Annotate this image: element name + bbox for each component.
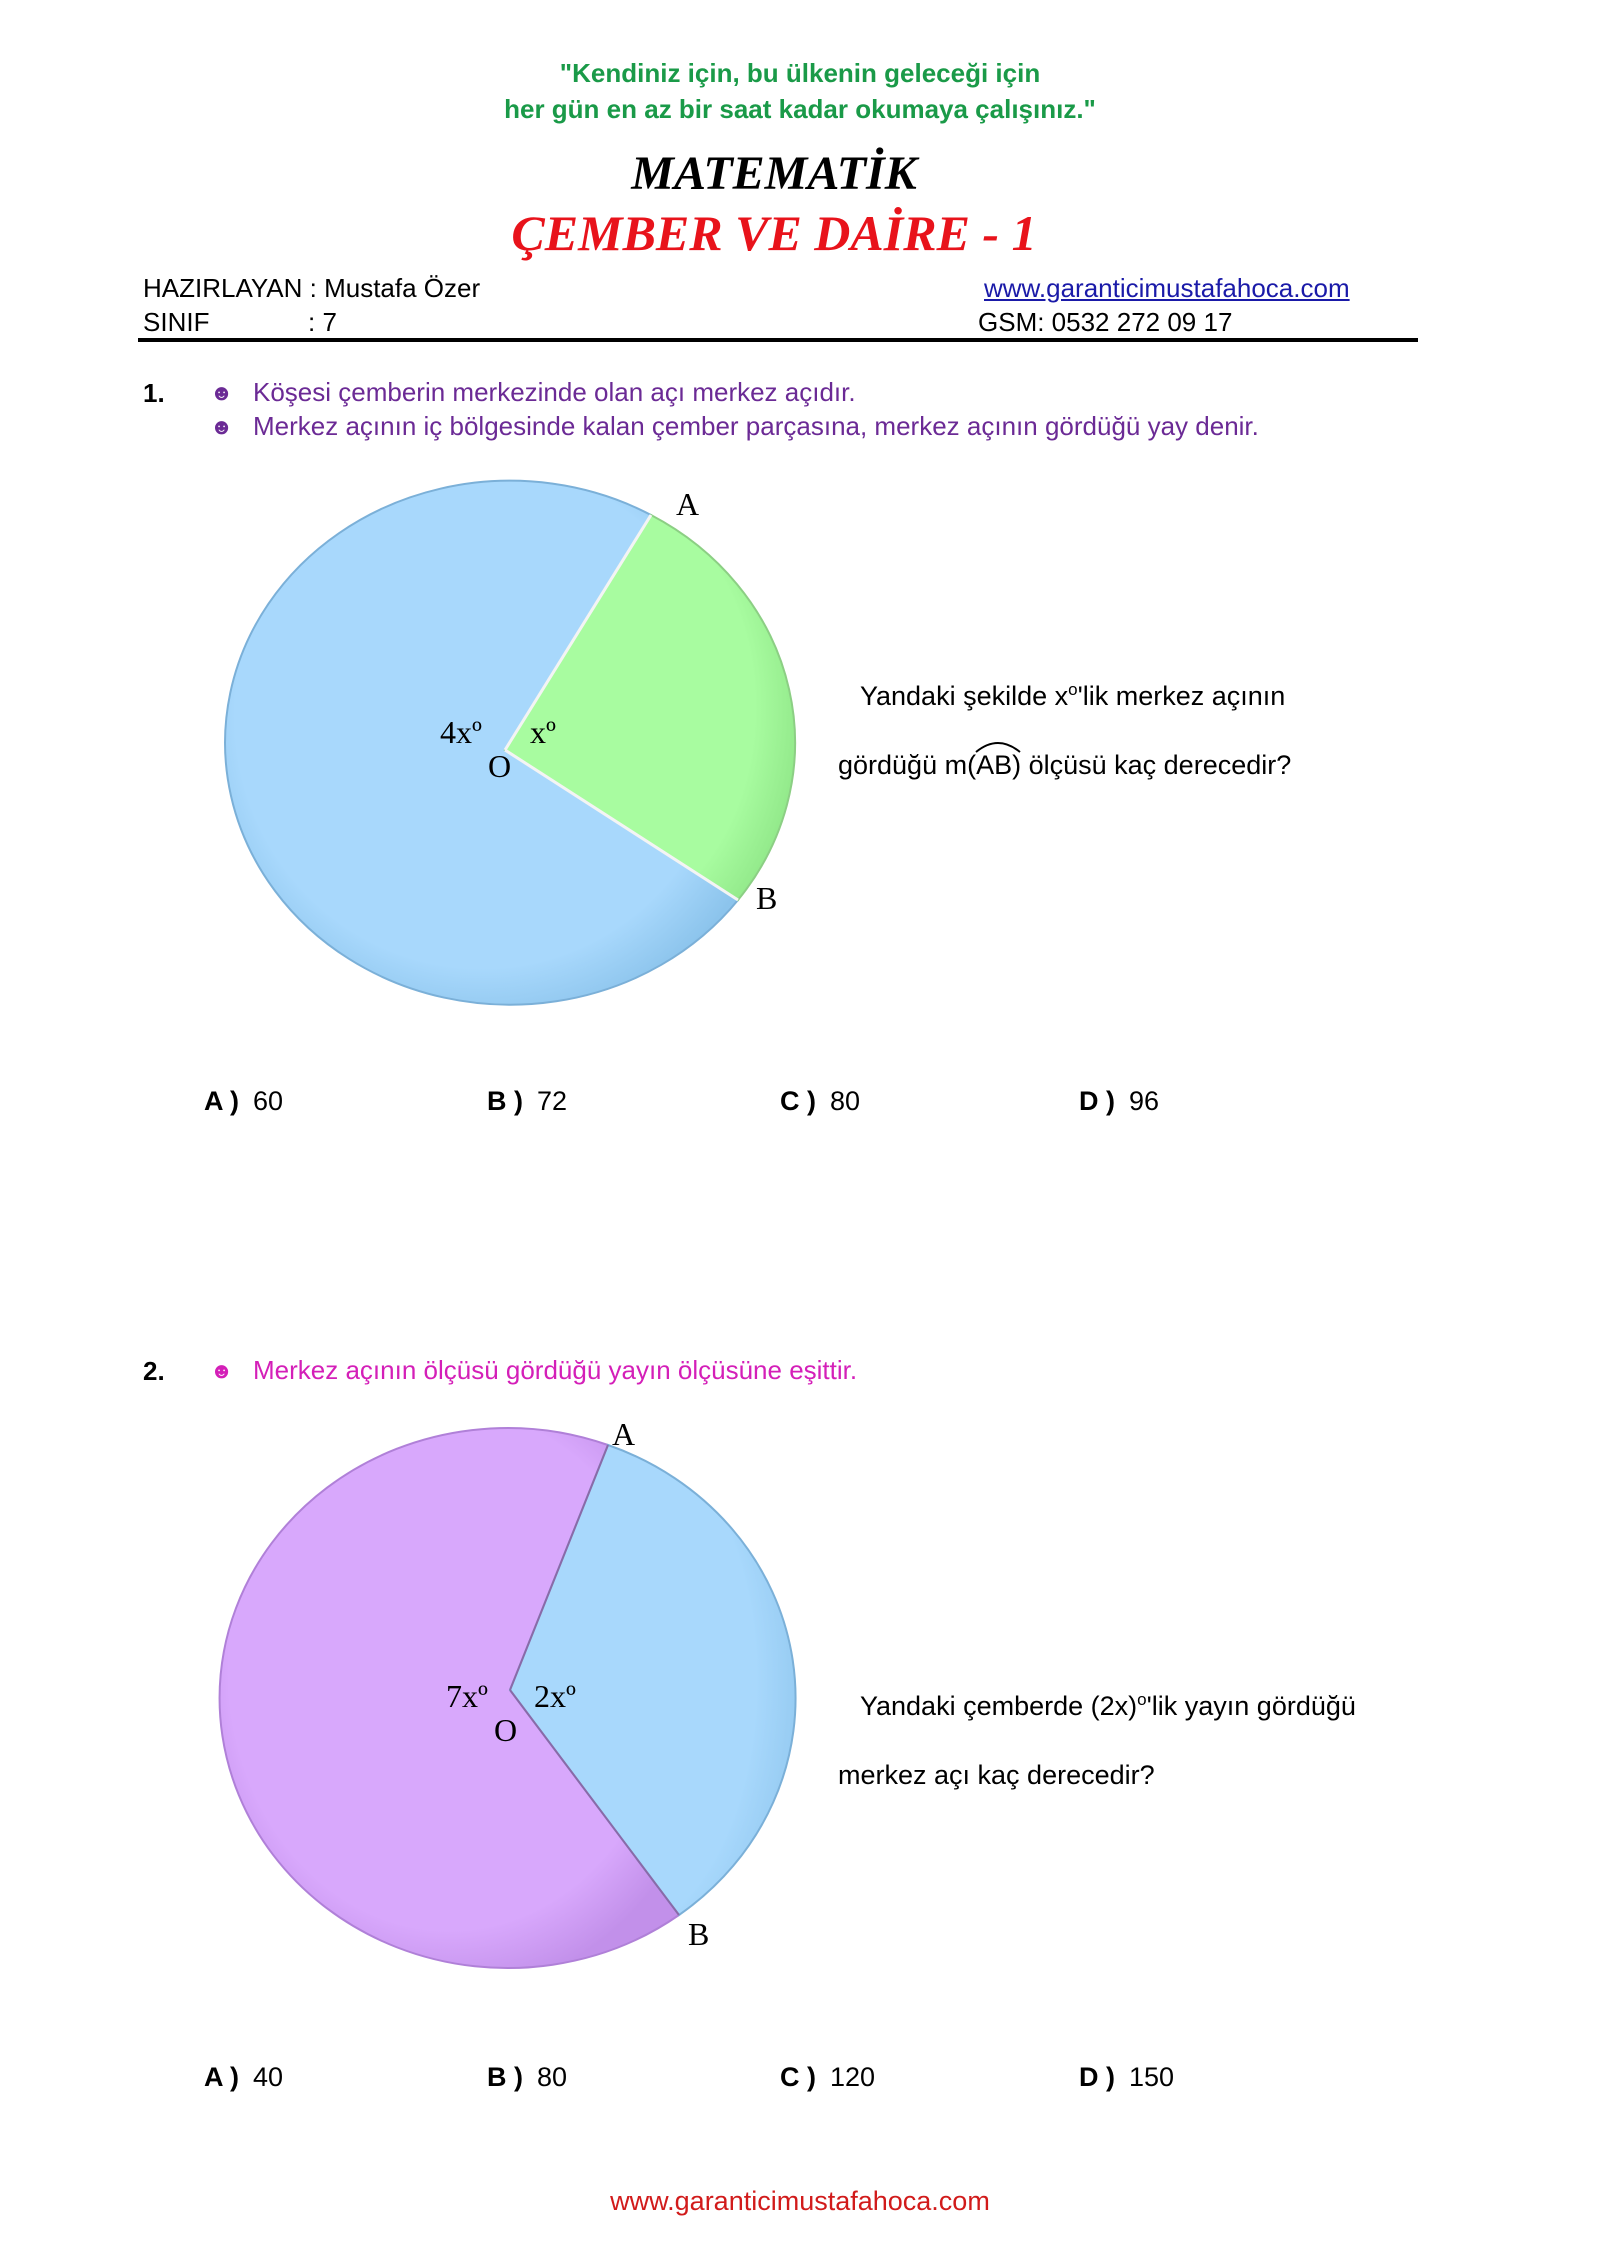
q2-option-a[interactable] [204, 2062, 283, 2093]
option-value: 80 [830, 1086, 861, 1116]
smiley-bullet-icon: ☻ [210, 1358, 234, 1383]
angle-small-label: xº [530, 714, 556, 750]
q1-text-part-a: Yandaki şekilde x [860, 681, 1069, 711]
point-a-label: A [612, 1416, 636, 1452]
motto-line-1: "Kendiniz için, bu ülkenin geleceği için [559, 58, 1041, 88]
arc-symbol-icon [974, 738, 1022, 754]
option-letter: A ) [204, 2062, 239, 2092]
option-value: 60 [253, 1086, 284, 1116]
option-value: 40 [253, 2062, 284, 2092]
q2-option-c[interactable] [780, 2062, 875, 2093]
question-2-number: 2. [143, 1356, 165, 1386]
author-label: HAZIRLAYAN : Mustafa Özer [143, 273, 481, 303]
q1-text2-part-a: gördüğü m( [838, 750, 977, 780]
option-letter: B ) [487, 2062, 523, 2092]
question-1-note-1: Köşesi çemberin merkezinde olan açı merkez açıdır. [253, 377, 856, 407]
topic-title: ÇEMBER VE DAİRE - 1 [511, 205, 1037, 261]
subject-title: MATEMATİK [631, 147, 917, 200]
option-value: 96 [1129, 1086, 1160, 1116]
header-divider [138, 338, 1418, 342]
arc-ab-label: AB [976, 750, 1013, 780]
q1-text2-part-b: ) ölçüsü kaç derecedir? [1012, 750, 1292, 780]
option-letter: B ) [487, 1086, 523, 1116]
center-o-label: O [488, 748, 512, 784]
q2-option-b[interactable] [487, 2062, 567, 2093]
point-a-label: A [676, 486, 700, 522]
option-letter: A ) [204, 1086, 239, 1116]
degree-superscript: o [1068, 680, 1078, 699]
q1-option-a[interactable] [204, 1086, 283, 1117]
option-letter: C ) [780, 1086, 816, 1116]
option-value: 120 [830, 2062, 876, 2092]
q2-text-part-b: 'lik yayın gördüğü [1146, 1691, 1356, 1721]
q2-text-part-a: Yandaki çemberde (2x) [860, 1691, 1138, 1721]
smiley-bullet-icon: ☻ [210, 380, 234, 405]
q2-option-d[interactable] [1079, 2062, 1174, 2093]
footer-website[interactable]: www.garanticimustafahoca.com [610, 2186, 990, 2216]
header-website-link[interactable]: www.garanticimustafahoca.com [984, 273, 1350, 303]
question-1-text-line-1 [860, 680, 1285, 712]
point-b-label: B [756, 880, 778, 916]
question-1-text-line-2 [838, 750, 1291, 781]
question-2-circle-figure [210, 1410, 810, 1980]
gsm-number: GSM: 0532 272 09 17 [978, 307, 1233, 337]
center-o-label: O [494, 1712, 518, 1748]
q1-option-b[interactable] [487, 1086, 567, 1117]
option-letter: D ) [1079, 1086, 1115, 1116]
question-2-note-1: Merkez açının ölçüsü gördüğü yayın ölçüsüne eşittir. [253, 1355, 858, 1385]
option-letter: C ) [780, 2062, 816, 2092]
arc-ab [976, 750, 1012, 781]
option-value: 72 [537, 1086, 568, 1116]
header-website[interactable] [984, 273, 1350, 304]
degree-superscript: o [1137, 1690, 1147, 1709]
question-2-text-line-2: merkez açı kaç derecedir? [838, 1760, 1155, 1790]
q1-option-d[interactable] [1079, 1086, 1159, 1117]
option-value: 80 [537, 2062, 568, 2092]
smiley-bullet-icon: ☻ [210, 414, 234, 439]
angle-large-label: 4xº [440, 714, 482, 750]
question-1-note-2: Merkez açının iç bölgesinde kalan çember parçasına, merkez açının gördüğü yay denir. [253, 411, 1259, 441]
class-label: SINIF [143, 307, 210, 337]
question-2-text-line-1 [860, 1690, 1356, 1722]
question-1-number: 1. [143, 378, 165, 408]
option-value: 150 [1129, 2062, 1175, 2092]
q1-text-part-b: 'lik merkez açının [1077, 681, 1286, 711]
motto-line-2: her gün en az bir saat kadar okumaya çalışınız." [504, 94, 1096, 124]
angle-large-label: 7xº [446, 1678, 488, 1714]
class-value: : 7 [308, 307, 337, 337]
point-b-label: B [688, 1916, 710, 1952]
q1-option-c[interactable] [780, 1086, 860, 1117]
angle-small-label: 2xº [534, 1678, 576, 1714]
option-letter: D ) [1079, 2062, 1115, 2092]
